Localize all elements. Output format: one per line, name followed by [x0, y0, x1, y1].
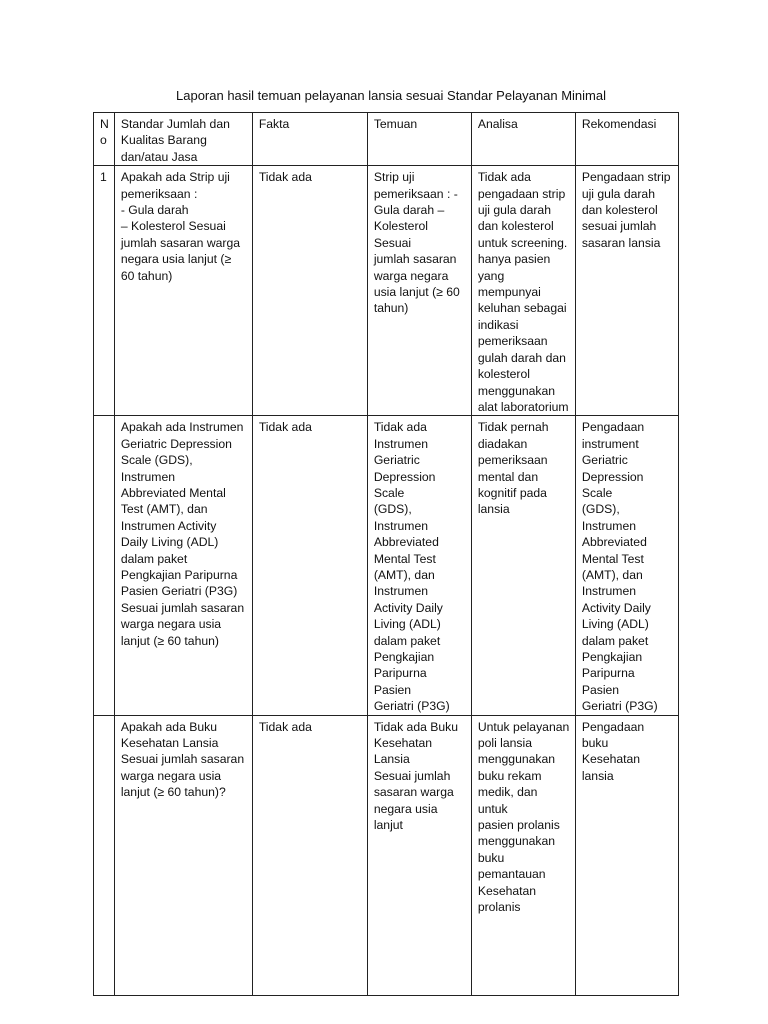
cell-no: [94, 416, 115, 715]
cell-no: 1: [94, 166, 115, 416]
header-standard: Standar Jumlah dan Kualitas Barang dan/atau Jasa: [114, 113, 252, 166]
cell-no: [94, 715, 115, 995]
findings-table: [93, 112, 679, 996]
document-title: Laporan hasil temuan pelayanan lansia sesuai Standar Pelayanan Minimal: [176, 88, 606, 103]
cell-standard: Apakah ada Buku Kesehatan Lansia Sesuai jumlah sasaran warga negara usia lanjut (≥ 60 tahun)?: [114, 715, 252, 995]
cell-standard: Apakah ada Strip uji pemeriksaan : - Gula darah – Kolesterol Sesuai jumlah sasaran warga negara usia lanjut (≥ 60 tahun): [114, 166, 252, 416]
cell-analysis: Tidak ada pengadaan strip uji gula darah dan kolesterol untuk screening. hanya pasien yang mempunyai keluhan sebagai indikasi pemeriksaan gulah darah dan kolesterol menggunakan alat laboratorium: [471, 166, 575, 416]
cell-finding: Tidak ada Buku Kesehatan Lansia Sesuai jumlah sasaran warga negara usia lanjut: [367, 715, 471, 995]
cell-analysis: Untuk pelayanan poli lansia menggunakan buku rekam medik, dan untuk pasien prolanis menggunakan buku pemantauan Kesehatan prolanis: [471, 715, 575, 995]
cell-fact: Tidak ada: [252, 166, 367, 416]
table-row: [94, 416, 679, 715]
header-finding: Temuan: [367, 113, 471, 166]
table-row: [94, 166, 679, 416]
cell-standard: Apakah ada Instrumen Geriatric Depression Scale (GDS), Instrumen Abbreviated Mental Test (AMT), dan Instrumen Activity Daily Living (ADL) dalam paket Pengkajian Paripurna Pasien Geriatri (P3G) Sesuai jumlah sasaran warga negara usia lanjut (≥ 60 tahun): [114, 416, 252, 715]
cell-finding: Tidak ada Instrumen Geriatric Depression Scale (GDS), Instrumen Abbreviated Mental Test (AMT), dan Instrumen Activity Daily Living (ADL) dalam paket Pengkajian Paripurna Pasien Geriatri (P3G): [367, 416, 471, 715]
cell-recommendation: Pengadaan strip uji gula darah dan kolesterol sesuai jumlah sasaran lansia: [575, 166, 678, 416]
header-analysis: Analisa: [471, 113, 575, 166]
cell-recommendation: Pengadaan buku Kesehatan lansia: [575, 715, 678, 995]
cell-fact: Tidak ada: [252, 715, 367, 995]
cell-analysis: Tidak pernah diadakan pemeriksaan mental dan kognitif pada lansia: [471, 416, 575, 715]
table-header-row: [94, 113, 679, 166]
header-fact: Fakta: [252, 113, 367, 166]
cell-fact: Tidak ada: [252, 416, 367, 715]
table-row: [94, 715, 679, 995]
cell-finding: Strip uji pemeriksaan : - Gula darah – Kolesterol Sesuai jumlah sasaran warga negara usia lanjut (≥ 60 tahun): [367, 166, 471, 416]
header-recommendation: Rekomendasi: [575, 113, 678, 166]
header-no: N o: [94, 113, 115, 166]
cell-recommendation: Pengadaan instrument Geriatric Depression Scale (GDS), Instrumen Abbreviated Mental Test (AMT), dan Instrumen Activity Daily Living (ADL) dalam paket Pengkajian Paripurna Pasien Geriatri (P3G): [575, 416, 678, 715]
